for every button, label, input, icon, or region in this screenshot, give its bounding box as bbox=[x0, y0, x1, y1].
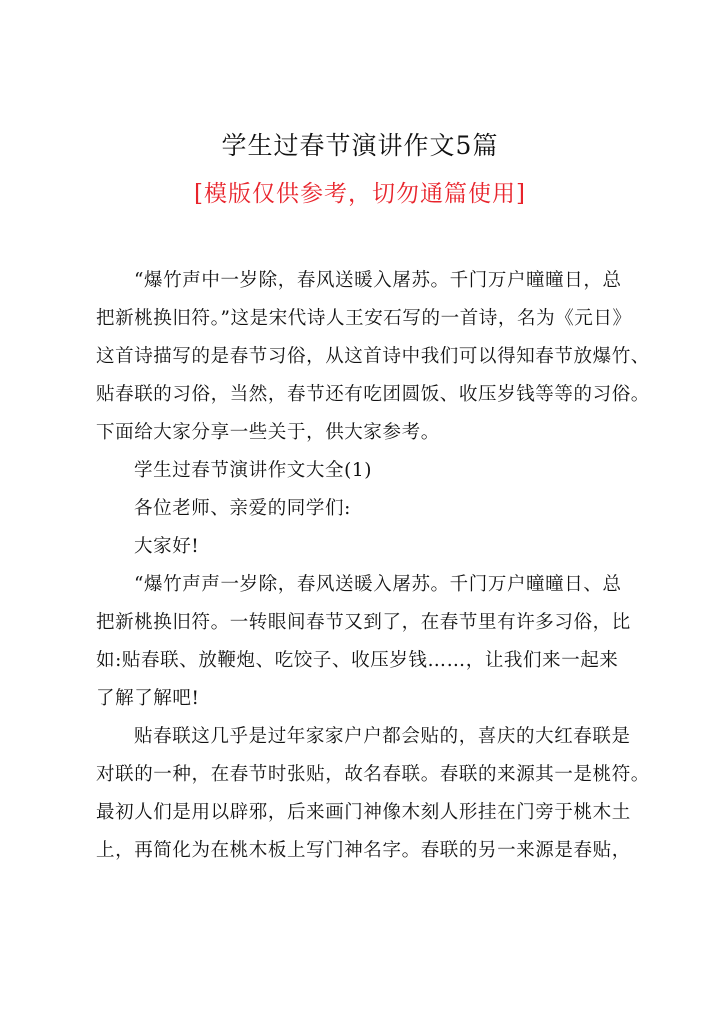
body-line: 把新桃换旧符。一转眼间春节又到了，在春节里有许多习俗，比 bbox=[96, 612, 631, 633]
body-line: 如:贴春联、放鞭炮、吃饺子、收压岁钱……，让我们来一起来 bbox=[96, 650, 619, 671]
body-line: 贴春联这几乎是过年家家户户都会贴的，喜庆的大红春联是 bbox=[134, 726, 631, 747]
body-line: 对联的一种，在春节时张贴，故名春联。春联的来源其一是桃符。 bbox=[96, 764, 650, 785]
body-line: 这首诗描写的是春节习俗，从这首诗中我们可以得知春节放爆竹、 bbox=[96, 346, 650, 367]
body-line: 把新桃换旧符。”这是宋代诗人王安石写的一首诗，名为《元日》 bbox=[96, 308, 632, 329]
body-line: “爆竹声中一岁除，春风送暖入屠苏。千门万户曈曈日，总 bbox=[134, 270, 622, 291]
document-title: 学生过春节演讲作文5篇 bbox=[221, 131, 499, 160]
greeting: 大家好! bbox=[134, 536, 200, 557]
section-heading: 学生过春节演讲作文大全(1) bbox=[134, 460, 373, 481]
body-line: 下面给大家分享一些关于，供大家参考。 bbox=[96, 422, 440, 443]
document-body bbox=[96, 262, 650, 870]
body-line: “爆竹声声一岁除，春风送暖入屠苏。千门万户曈曈日、总 bbox=[134, 574, 622, 595]
body-line: 了解了解吧! bbox=[96, 688, 200, 709]
document-subtitle: [模版仅供参考，切勿通篇使用] bbox=[194, 181, 526, 207]
body-line: 上，再简化为在桃木板上写门神名字。春联的另一来源是春贴， bbox=[96, 840, 631, 861]
body-line: 贴春联的习俗，当然，春节还有吃团圆饭、收压岁钱等等的习俗。 bbox=[96, 384, 650, 405]
body-line: 最初人们是用以辟邪，后来画门神像木刻人形挂在门旁于桃木土 bbox=[96, 802, 631, 823]
salutation: 各位老师、亲爱的同学们: bbox=[134, 498, 351, 519]
